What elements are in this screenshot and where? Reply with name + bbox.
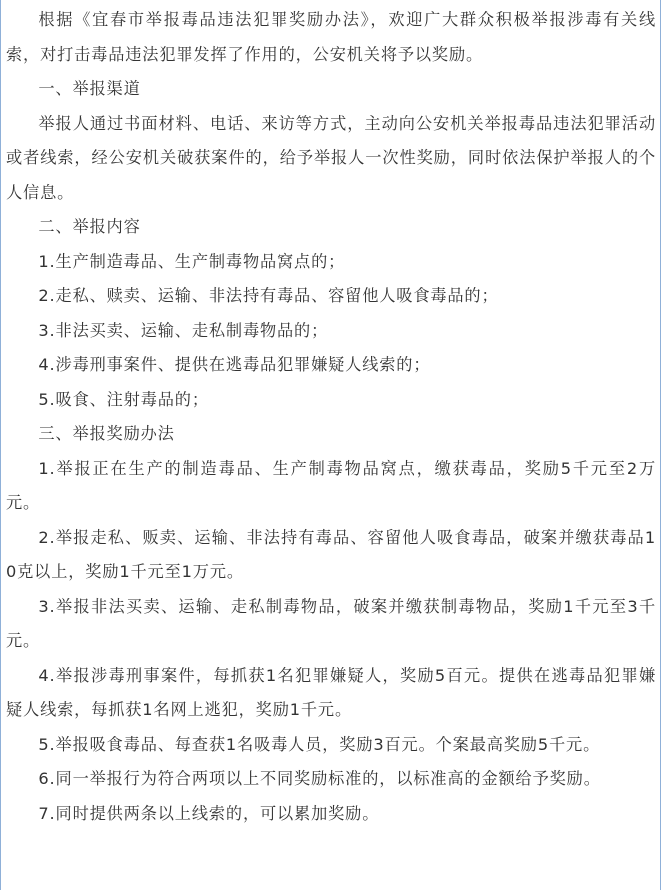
reward-item: 6.同一举报行为符合两项以上不同奖励标准的，以标准高的金额给予奖励。 (38, 769, 601, 788)
content-item: 1.生产制造毒品、生产制毒物品窝点的； (38, 251, 346, 271)
content-item: 5.吸食、注射毒品的； (38, 389, 209, 409)
reward-item: 5.举报吸食毒品、每查获1名吸毒人员，奖励3百元。个案最高奖励5千元。 (38, 734, 601, 754)
reward-item: 1.举报正在生产的制造毒品、生产制毒物品窝点，缴获毒品，奖励5千元至2万元。 (6, 458, 656, 512)
reward-item: 2.举报走私、贩卖、运输、非法持有毒品、容留他人吸食毒品，破案并缴获毒品10克以上，奖励1千元至1万元。 (6, 527, 656, 581)
reward-item: 7.同时提供两条以上线索的，可以累加奖励。 (38, 803, 380, 823)
reward-item: 3.举报非法买卖、运输、走私制毒物品，破案并缴获制毒物品，奖励1千元至3千元。 (6, 596, 656, 650)
channels-paragraph: 举报人通过书面材料、电话、来访等方式，主动向公安机关举报毒品违法犯罪活动或者线索，经公安机关破获案件的，给予举报人一次性奖励，同时依法保护举报人的个人信息。 (6, 113, 656, 202)
content-item: 4.涉毒刑事案件、提供在逃毒品犯罪嫌疑人线索的； (38, 355, 431, 374)
content-item: 3.非法买卖、运输、走私制毒物品的； (38, 320, 329, 340)
section-heading-rewards: 三、举报奖励办法 (38, 424, 175, 443)
content-item: 2.走私、赎卖、运输、非法持有毒品、容留他人吸食毒品的； (38, 286, 499, 305)
intro-paragraph: 根据《宜春市举报毒品违法犯罪奖励办法》，欢迎广大群众积极举报涉毒有关线索，对打击毒品违法犯罪发挥了作用的，公安机关将予以奖励。 (6, 10, 656, 64)
section-heading-content: 二、举报内容 (38, 217, 141, 236)
section-heading-channels: 一、举报渠道 (38, 79, 141, 98)
reward-item: 4.举报涉毒刑事案件，每抓获1名犯罪嫌疑人，奖励5百元。提供在逃毒品犯罪嫌疑人线索，每抓获1名网上逃犯，奖励1千元。 (6, 665, 656, 719)
